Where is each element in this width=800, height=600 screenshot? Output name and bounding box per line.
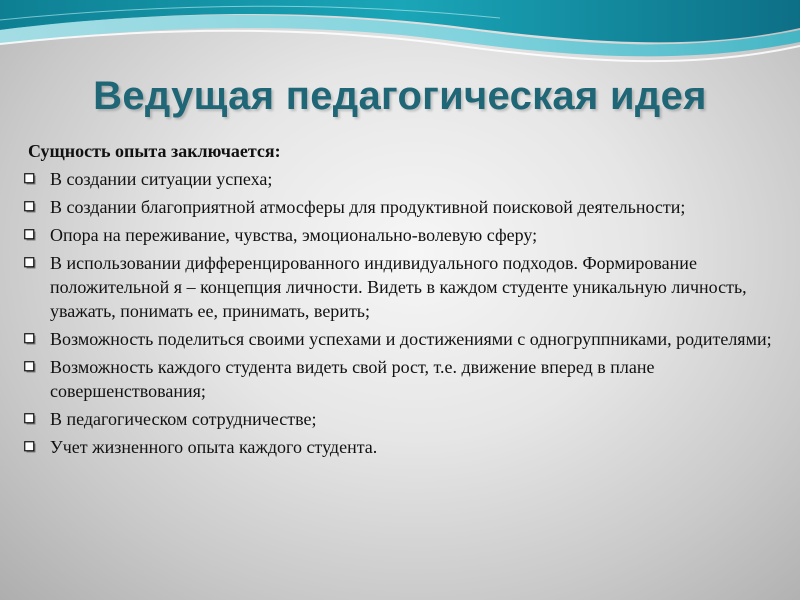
subtitle: Сущность опыта заключается: <box>28 141 281 161</box>
wave-decoration <box>0 0 800 80</box>
list-item-text: В педагогическом сотрудничестве; <box>50 409 317 429</box>
list-item <box>20 167 790 191</box>
bullet-list <box>20 167 790 459</box>
content-area <box>20 140 790 463</box>
list-item <box>20 223 790 247</box>
list-item-text: Возможность поделиться своими успехами и достижениями с одногруппниками, родителями; <box>50 329 772 349</box>
list-item <box>20 327 790 351</box>
list-item-text: Возможность каждого студента видеть свой рост, т.е. движение вперед в плане совершенствования; <box>50 357 655 401</box>
list-item-text: В создании ситуации успеха; <box>50 169 273 189</box>
list-item <box>20 407 790 431</box>
hollow-square-bullet-icon <box>24 441 36 453</box>
list-item <box>20 195 790 219</box>
list-item <box>20 251 790 323</box>
list-item-text: Учет жизненного опыта каждого студента. <box>50 437 378 457</box>
list-item <box>20 355 790 403</box>
list-item-text: Опора на переживание, чувства, эмоционально-волевую сферу; <box>50 225 538 245</box>
list-item-text: В использовании дифференцированного индивидуального подходов. Формирование положительной я – концепция личности. Видеть в каждом студенте уникальную личность, уважать, понимать ее, принимать, верить; <box>50 253 747 321</box>
list-item-text: В создании благоприятной атмосферы для продуктивной поисковой деятельности; <box>50 197 686 217</box>
hollow-square-bullet-icon <box>24 333 36 345</box>
hollow-square-bullet-icon <box>24 201 36 213</box>
hollow-square-bullet-icon <box>24 413 36 425</box>
hollow-square-bullet-icon <box>24 229 36 241</box>
list-item <box>20 435 790 459</box>
hollow-square-bullet-icon <box>24 257 36 269</box>
hollow-square-bullet-icon <box>24 173 36 185</box>
slide-title: Ведущая педагогическая идея <box>93 74 707 118</box>
hollow-square-bullet-icon <box>24 361 36 373</box>
